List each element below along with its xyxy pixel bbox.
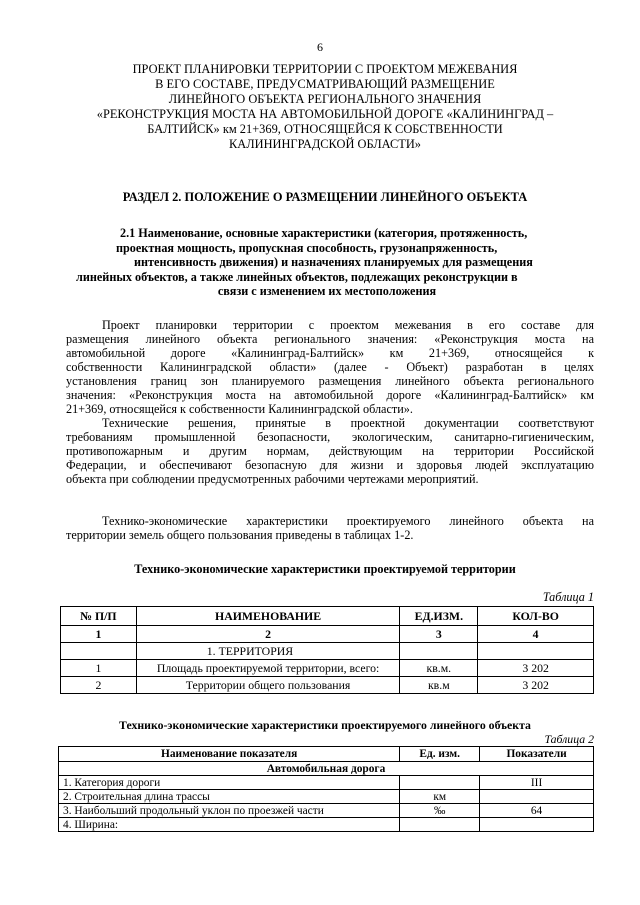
title-line: ПРОЕКТ ПЛАНИРОВКИ ТЕРРИТОРИИ С ПРОЕКТОМ МЕЖЕВАНИЯ [132, 62, 518, 76]
table1-caption: Технико-экономические характеристики проектируемой территории [134, 562, 516, 576]
row-name: Площадь проектируемой территории, всего: [136, 660, 400, 677]
subsection-line: 2.1 Наименование, основные характеристики (категория, протяженность, [120, 226, 528, 240]
document-title [60, 62, 590, 152]
row-name: Территории общего пользования [136, 677, 400, 694]
row-unit: км [400, 790, 480, 804]
table-cell: 2 [136, 626, 400, 643]
column-header: КОЛ-ВО [478, 607, 594, 626]
row-number: 1 [61, 660, 137, 677]
table-header-row [59, 747, 594, 762]
column-header: Наименование показателя [59, 747, 400, 762]
table-cell [400, 643, 478, 660]
table-header-row [61, 607, 594, 626]
table-row [59, 790, 594, 804]
page-number: 6 [317, 40, 323, 54]
group-title: 1. ТЕРРИТОРИЯ [136, 643, 400, 660]
row-number: 2 [61, 677, 137, 694]
paragraph-line: 21+369, относящейся к собственности Калининградской области». [66, 402, 413, 416]
table-group-row [59, 762, 594, 776]
subsection-line: проектная мощность, пропускная способность, грузонапряженность, [116, 240, 498, 255]
paragraph-line: территории земель общего пользования приведены в таблицах 1-2. [66, 528, 414, 542]
table-row [61, 677, 594, 694]
column-header: ЕД.ИЗМ. [400, 607, 478, 626]
row-unit: кв.м [400, 677, 478, 694]
subsection-line: интенсивность движения) и назначениях планируемых для размещения [134, 255, 533, 270]
paragraph-line: размещения линейного объекта регионального значения: «Реконструкция моста на [66, 332, 594, 346]
table-group-row [61, 643, 594, 660]
table-cell [61, 643, 137, 660]
table-row [59, 818, 594, 832]
group-title: Автомобильная дорога [59, 762, 594, 776]
paragraph-line: требованиям промышленной безопасности, экологическим, санитарно-гигиеническим, [66, 430, 594, 444]
paragraph-intro [66, 318, 594, 416]
paragraph-line: Федерации, и обеспечивают безопасную для жизни и здоровья людей эксплуатацию [66, 458, 594, 472]
row-qty: 3 202 [478, 660, 594, 677]
title-line: «РЕКОНСТРУКЦИЯ МОСТА НА АВТОМОБИЛЬНОЙ ДОРОГЕ «КАЛИНИНГРАД – [96, 107, 554, 121]
row-name: 4. Ширина: [59, 818, 400, 832]
table2-label: Таблица 2 [544, 732, 594, 746]
column-header: № П/П [61, 607, 137, 626]
row-value [480, 818, 594, 832]
title-line: ЛИНЕЙНОГО ОБЪЕКТА РЕГИОНАЛЬНОГО ЗНАЧЕНИЯ [168, 92, 482, 106]
column-header: НАИМЕНОВАНИЕ [136, 607, 400, 626]
paragraph-line: Технические решения, принятые в проектной документации соответствуют [102, 416, 594, 430]
title-line: БАЛТИЙСК» км 21+369, ОТНОСЯЩЕЙСЯ К СОБСТВЕННОСТИ [147, 122, 503, 136]
table-row [59, 804, 594, 818]
paragraph-line: значения: «Реконструкция моста на автомобильной дороге «Калининград-Балтийск» км [66, 388, 594, 402]
row-name: 2. Строительная длина трассы [59, 790, 400, 804]
column-header: Показатели [480, 747, 594, 762]
paragraph-technical [66, 416, 594, 486]
subsection-line: связи с изменением их местоположения [217, 284, 437, 299]
paragraph-line: объекта при соблюдении предусмотренных рабочими чертежами мероприятий. [66, 472, 479, 486]
table-row [61, 660, 594, 677]
paragraph-line: Технико-экономические характеристики проектируемого линейного объекта на [102, 514, 594, 528]
row-unit: ‰ [400, 804, 480, 818]
title-line: В ЕГО СОСТАВЕ, ПРЕДУСМАТРИВАЮЩИЙ РАЗМЕЩЕНИЕ [155, 77, 495, 91]
table-cell: 4 [478, 626, 594, 643]
row-qty: 3 202 [478, 677, 594, 694]
title-line: КАЛИНИНГРАДСКОЙ ОБЛАСТИ» [229, 137, 421, 151]
column-header: Ед. изм. [400, 747, 480, 762]
table2-caption: Технико-экономические характеристики проектируемого линейного объекта [119, 718, 531, 732]
paragraph-line: противопожарным и другим нормам, действующим на территории Российской [66, 444, 594, 458]
row-unit [400, 776, 480, 790]
row-value: III [480, 776, 594, 790]
table-numbering-row [61, 626, 594, 643]
subsection-line: линейных объектов, а также линейных объектов, подлежащих реконструкции в [76, 269, 518, 284]
row-name: 3. Наибольший продольный уклон по проезжей части [59, 804, 400, 818]
row-unit: кв.м. [400, 660, 478, 677]
row-name: 1. Категория дороги [59, 776, 400, 790]
row-value: 64 [480, 804, 594, 818]
table-linear-object [58, 746, 594, 832]
paragraph-line: собственности Калининградской области» (далее - Объект) разработан в целях [66, 360, 594, 374]
row-unit [400, 818, 480, 832]
table-cell: 1 [61, 626, 137, 643]
table-cell [478, 643, 594, 660]
paragraph-line: Проект планировки территории с проектом межевания в его составе для [102, 318, 594, 332]
table-row [59, 776, 594, 790]
table-territory [60, 606, 594, 694]
table1-label: Таблица 1 [542, 590, 594, 604]
paragraph-line: установления границ зон планируемого размещения линейного объекта регионального [66, 374, 594, 388]
paragraph-tables-ref [66, 514, 594, 542]
row-value [480, 790, 594, 804]
subsection-title [60, 226, 594, 299]
table-cell: 3 [400, 626, 478, 643]
section-title: РАЗДЕЛ 2. ПОЛОЖЕНИЕ О РАЗМЕЩЕНИИ ЛИНЕЙНОГО ОБЪЕКТА [122, 190, 528, 204]
paragraph-line: автомобильной дороге «Калининград-Балтийск» км 21+369, относящейся к [66, 346, 594, 360]
